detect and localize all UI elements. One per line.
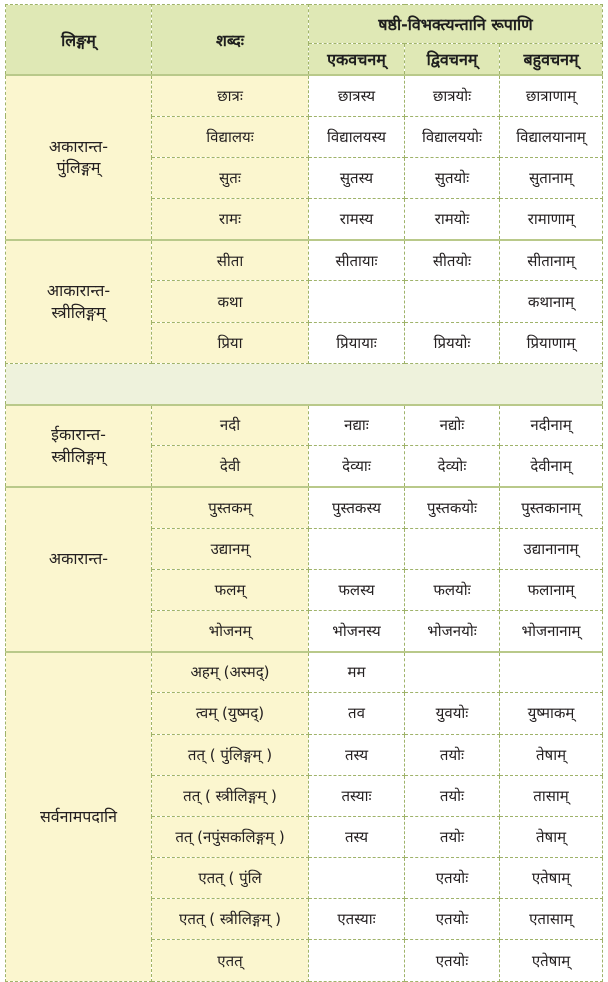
singular-form-cell: तस्य — [309, 734, 405, 775]
plural-form-cell: देवीनाम् — [500, 446, 603, 487]
gender-cell — [6, 240, 152, 364]
word-cell: तत् ( पुंलिङ्गम् ) — [152, 734, 309, 775]
plural-form-cell: पुस्तकानाम् — [500, 487, 603, 528]
dual-form-cell: पुस्तकयोः — [405, 487, 500, 528]
singular-form-cell: प्रियायाः — [309, 322, 405, 363]
singular-form-cell: तस्याः — [309, 775, 405, 816]
dual-form-cell — [405, 281, 500, 322]
dual-form-cell: फलयोः — [405, 569, 500, 610]
dual-form-cell: देव्योः — [405, 446, 500, 487]
group-separator — [6, 363, 603, 404]
plural-form-cell: एतासाम् — [500, 899, 603, 940]
dual-form-cell: छात्रयोः — [405, 75, 500, 116]
plural-form-cell: युष्माकम् — [500, 693, 603, 734]
plural-form-cell: तेषाम् — [500, 816, 603, 857]
singular-form-cell: रामस्य — [309, 199, 405, 240]
genitive-declension-table — [5, 4, 603, 982]
gender-cell — [6, 652, 152, 982]
word-cell: त्वम् (युष्मद्) — [152, 693, 309, 734]
plural-form-cell: सुतानाम् — [500, 157, 603, 198]
word-cell: सीता — [152, 240, 309, 281]
table-row — [6, 405, 603, 446]
dual-form-cell: तयोः — [405, 816, 500, 857]
gender-label-line: स्त्रीलिङ्गम् — [51, 446, 106, 466]
word-cell: सुतः — [152, 157, 309, 198]
word-cell: छात्रः — [152, 75, 309, 116]
plural-form-cell: एतेषाम् — [500, 940, 603, 981]
word-cell: पुस्तकम् — [152, 487, 309, 528]
table-row — [6, 487, 603, 528]
gender-label-line: अकारान्त- — [48, 136, 109, 156]
dual-form-cell: सुतयोः — [405, 157, 500, 198]
singular-form-cell: तस्य — [309, 816, 405, 857]
table-row — [6, 75, 603, 116]
plural-form-cell: सीतानाम् — [500, 240, 603, 281]
word-cell: भोजनम् — [152, 610, 309, 651]
dual-form-cell — [405, 652, 500, 693]
plural-form-cell: विद्यालयानाम् — [500, 116, 603, 157]
word-cell: तत् ( स्त्रीलिङ्गम् ) — [152, 775, 309, 816]
table-body — [6, 75, 603, 981]
dual-form-cell: तयोः — [405, 734, 500, 775]
dual-form-cell: विद्यालययोः — [405, 116, 500, 157]
word-cell: रामः — [152, 199, 309, 240]
plural-form-cell — [500, 652, 603, 693]
gender-label-line: ईकारान्त- — [51, 425, 106, 445]
singular-form-cell: पुस्तकस्य — [309, 487, 405, 528]
dual-form-cell: रामयोः — [405, 199, 500, 240]
plural-form-cell: भोजनानाम् — [500, 610, 603, 651]
plural-form-cell: तेषाम् — [500, 734, 603, 775]
dual-form-cell: युवयोः — [405, 693, 500, 734]
plural-form-cell: प्रियाणाम् — [500, 322, 603, 363]
header-word: शब्दः — [152, 5, 309, 76]
plural-form-cell: एतेषाम् — [500, 858, 603, 899]
gender-label-line: स्त्रीलिङ्गम् — [51, 302, 106, 322]
plural-form-cell: फलानाम् — [500, 569, 603, 610]
table-header — [6, 5, 603, 76]
gender-cell — [6, 75, 152, 240]
gender-label-line: पुंलिङ्गम् — [56, 158, 101, 178]
gender-cell — [6, 405, 152, 487]
singular-form-cell: सीतायाः — [309, 240, 405, 281]
gender-label-line: सर्वनामपदानि — [39, 806, 118, 826]
singular-form-cell: मम — [309, 652, 405, 693]
singular-form-cell: भोजनस्य — [309, 610, 405, 651]
word-cell: प्रिया — [152, 322, 309, 363]
plural-form-cell: छात्राणाम् — [500, 75, 603, 116]
singular-form-cell: एतस्याः — [309, 899, 405, 940]
singular-form-cell: तव — [309, 693, 405, 734]
word-cell: उद्यानम् — [152, 528, 309, 569]
word-cell: एतत् ( स्त्रीलिङ्गम् ) — [152, 899, 309, 940]
singular-form-cell: नद्याः — [309, 405, 405, 446]
word-cell: एतत् — [152, 940, 309, 981]
singular-form-cell — [309, 528, 405, 569]
gender-label-line: अकारान्त- — [48, 549, 109, 569]
dual-form-cell: तयोः — [405, 775, 500, 816]
dual-form-cell — [405, 528, 500, 569]
separator-cell — [6, 363, 603, 404]
word-cell: फलम् — [152, 569, 309, 610]
header-gender: लिङ्गम् — [6, 5, 152, 76]
word-cell: नदी — [152, 405, 309, 446]
table-row — [6, 652, 603, 693]
dual-form-cell: प्रिययोः — [405, 322, 500, 363]
word-cell: तत् (नपुंसकलिङ्गम् ) — [152, 816, 309, 857]
plural-form-cell: नदीनाम् — [500, 405, 603, 446]
declension-table-container — [5, 4, 602, 982]
singular-form-cell: फलस्य — [309, 569, 405, 610]
dual-form-cell: एतयोः — [405, 858, 500, 899]
gender-cell — [6, 487, 152, 652]
word-cell: एतत् ( पुंलि — [152, 858, 309, 899]
table-row — [6, 240, 603, 281]
header-singular: एकवचनम् — [309, 44, 405, 76]
singular-form-cell — [309, 940, 405, 981]
word-cell: देवी — [152, 446, 309, 487]
word-cell: कथा — [152, 281, 309, 322]
plural-form-cell: कथानाम् — [500, 281, 603, 322]
dual-form-cell: एतयोः — [405, 940, 500, 981]
plural-form-cell: रामाणाम् — [500, 199, 603, 240]
singular-form-cell — [309, 281, 405, 322]
plural-form-cell: उद्यानानाम् — [500, 528, 603, 569]
header-genitive-forms: षष्ठी-विभक्त्यन्तानि रूपाणि — [309, 5, 603, 44]
dual-form-cell: भोजनयोः — [405, 610, 500, 651]
dual-form-cell: एतयोः — [405, 899, 500, 940]
singular-form-cell: छात्रस्य — [309, 75, 405, 116]
header-plural: बहुवचनम् — [500, 44, 603, 76]
singular-form-cell: विद्यालयस्य — [309, 116, 405, 157]
dual-form-cell: सीतयोः — [405, 240, 500, 281]
singular-form-cell — [309, 858, 405, 899]
word-cell: अहम् (अस्मद्) — [152, 652, 309, 693]
header-dual: द्विवचनम् — [405, 44, 500, 76]
word-cell: विद्यालयः — [152, 116, 309, 157]
plural-form-cell: तासाम् — [500, 775, 603, 816]
singular-form-cell: सुतस्य — [309, 157, 405, 198]
gender-label-line: आकारान्त- — [46, 281, 111, 301]
gender-label-line — [6, 570, 151, 591]
singular-form-cell: देव्याः — [309, 446, 405, 487]
dual-form-cell: नद्योः — [405, 405, 500, 446]
